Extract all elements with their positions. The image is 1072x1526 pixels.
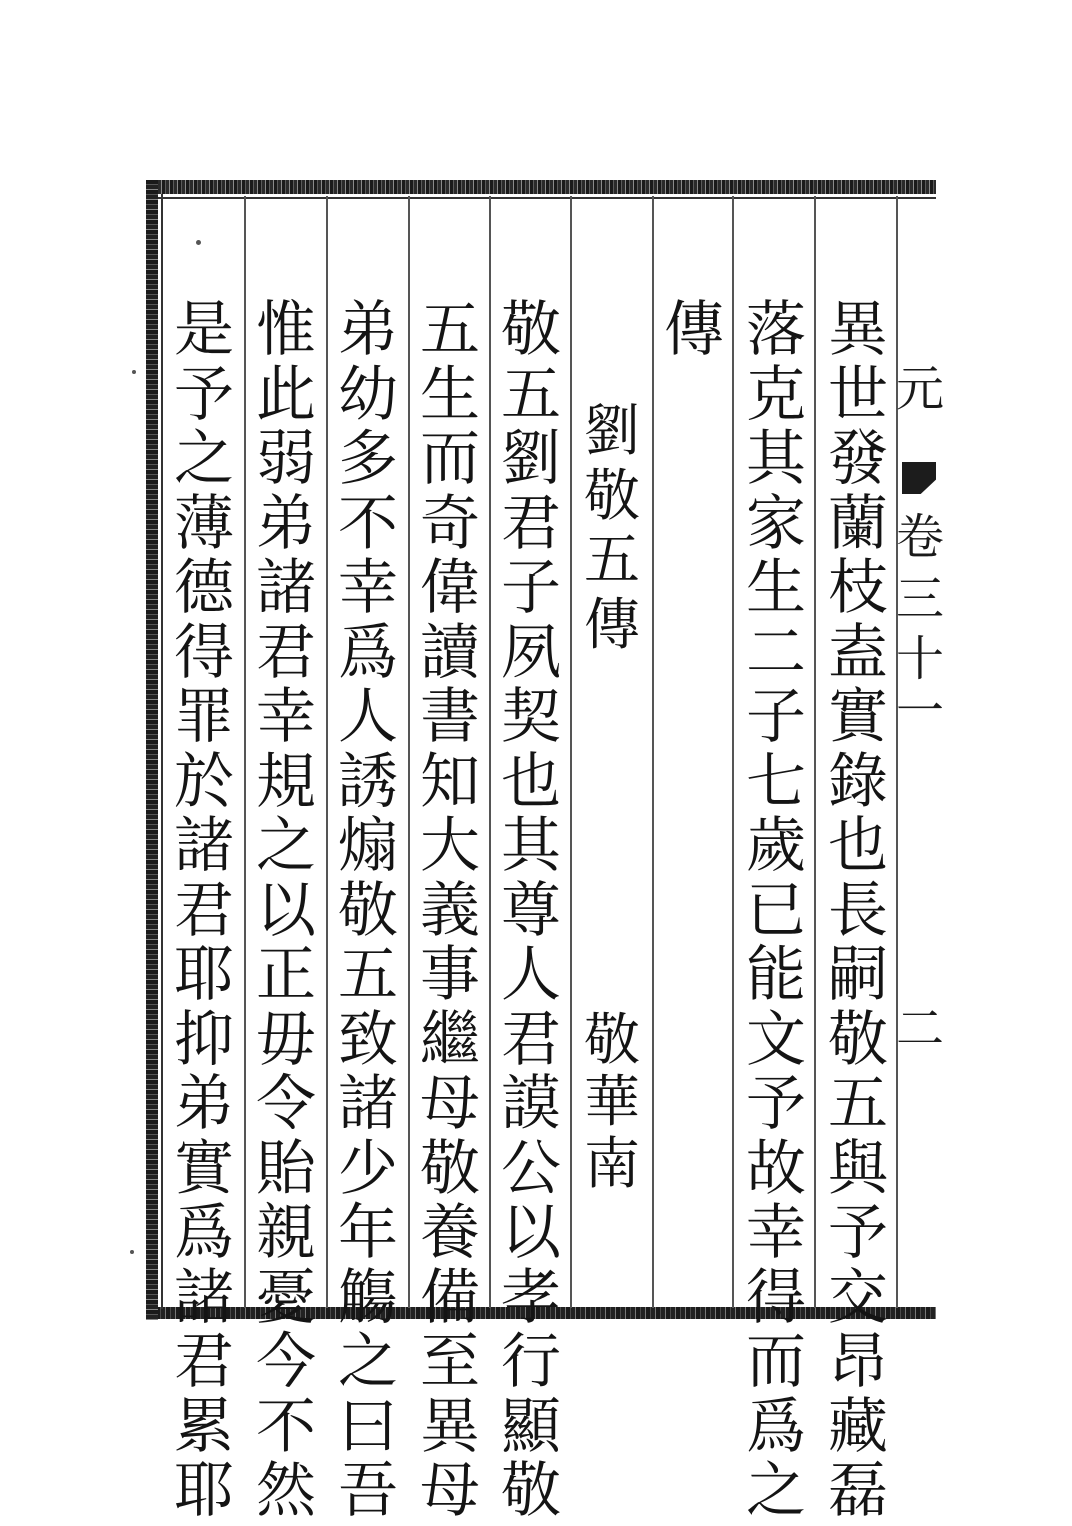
text-column-7: [328, 295, 408, 1526]
column-char: 薄: [174, 488, 234, 559]
column-char: 諸: [174, 1262, 234, 1333]
column-char: 敬: [584, 463, 640, 529]
column-char: 爲: [174, 1198, 234, 1268]
column-char: 毋: [256, 1004, 316, 1075]
column-divider: [732, 196, 734, 1308]
column-char: 落: [746, 295, 806, 365]
column-char: 偉: [420, 553, 480, 623]
column-char: 劉: [584, 399, 640, 464]
column-char: 多: [338, 424, 398, 494]
column-char: 予: [174, 359, 234, 430]
column-char: 二: [746, 617, 806, 688]
gutter-label-char: 三: [896, 571, 945, 627]
column-char: 錄: [828, 746, 888, 817]
column-char: 敬: [501, 295, 561, 365]
column-char: 君: [501, 1004, 561, 1075]
column-char: 生: [420, 359, 480, 430]
text-column-3: [654, 295, 734, 365]
column-char: 君: [256, 617, 316, 688]
column-char: 盍: [828, 617, 888, 688]
column-char: 尊: [501, 875, 561, 946]
column-char: 之: [174, 424, 234, 494]
column-char: 之: [338, 1327, 398, 1397]
column-char: 夙: [501, 617, 561, 688]
column-char: 繼: [420, 1004, 480, 1075]
column-char: 罪: [174, 682, 234, 752]
column-char: 異: [420, 1391, 480, 1462]
column-char: 敬: [828, 1004, 888, 1075]
column-char: 抑: [174, 1004, 234, 1075]
column-char: 大: [420, 811, 480, 881]
column-char: 磊: [828, 1456, 888, 1526]
column-char: 得: [174, 617, 234, 688]
column-char: 是: [174, 295, 234, 365]
column-char: 契: [501, 682, 561, 752]
column-char: 憂: [256, 1262, 316, 1333]
column-char: 世: [828, 359, 888, 430]
column-char: 謨: [501, 1069, 561, 1139]
column-char: 諸: [338, 1069, 398, 1139]
column-char: 子: [501, 553, 561, 623]
column-char: 弟: [256, 488, 316, 559]
column-char: 人: [501, 940, 561, 1010]
column-char: 子: [746, 682, 806, 752]
column-char: 實: [828, 682, 888, 752]
frame-top-border: [146, 180, 936, 194]
column-char: 予: [828, 1198, 888, 1268]
page-number: 二: [896, 1001, 945, 1057]
column-char: 予: [746, 1069, 806, 1139]
column-char: 於: [174, 746, 234, 817]
frame-top-inner-line: [146, 197, 936, 199]
column-char: 以: [256, 875, 316, 946]
column-char: 生: [746, 553, 806, 623]
column-char: 煽: [338, 811, 398, 881]
column-char: 弱: [256, 424, 316, 494]
column-char: 然: [256, 1456, 316, 1526]
column-char: 爲: [338, 617, 398, 688]
column-char: 長: [828, 875, 888, 946]
column-char: 母: [420, 1456, 480, 1526]
column-char: 枝: [828, 553, 888, 623]
column-char: 幸: [338, 553, 398, 623]
gutter-label-char: 一: [896, 683, 945, 739]
author-name: [572, 1010, 652, 1196]
ink-speck: [132, 370, 136, 374]
column-char: 實: [174, 1133, 234, 1204]
chapter-title: [572, 400, 652, 658]
column-char: 以: [501, 1198, 561, 1268]
text-column-1: [818, 295, 898, 1526]
column-char: 克: [746, 359, 806, 430]
column-char: 故: [746, 1133, 806, 1204]
column-char: 惟: [256, 295, 316, 365]
column-char: 爲: [746, 1391, 806, 1462]
column-char: 嗣: [828, 940, 888, 1010]
column-char: 累: [174, 1391, 234, 1462]
column-char: 能: [746, 940, 806, 1010]
column-char: 備: [420, 1262, 480, 1333]
column-char: 而: [420, 424, 480, 494]
column-char: 德: [174, 553, 234, 623]
column-char: 歲: [746, 811, 806, 881]
column-char: 幸: [256, 682, 316, 752]
column-char: 也: [828, 811, 888, 881]
column-char: 敬: [501, 1456, 561, 1526]
column-char: 五: [828, 1069, 888, 1139]
text-column-9: [164, 295, 244, 1526]
column-char: 傳: [664, 295, 724, 365]
frame-left-border: [146, 180, 158, 1320]
text-column-5: [491, 295, 571, 1526]
gutter-label-char: 十: [896, 631, 945, 687]
column-char: 不: [338, 488, 398, 559]
column-char: 弟: [174, 1069, 234, 1139]
column-char: 不: [256, 1391, 316, 1462]
column-char: 南: [584, 1132, 640, 1197]
column-char: 敬: [338, 875, 398, 946]
column-char: 少: [338, 1133, 398, 1204]
column-char: 至: [420, 1327, 480, 1397]
column-char: 五: [584, 528, 640, 593]
column-char: 七: [746, 746, 806, 817]
column-char: 讀: [420, 617, 480, 688]
column-char: 孝: [501, 1262, 561, 1333]
column-char: 君: [174, 1327, 234, 1397]
column-char: 藏: [828, 1391, 888, 1462]
column-char: 諸: [174, 811, 234, 881]
column-char: 五: [420, 295, 480, 365]
column-char: 而: [746, 1327, 806, 1397]
column-char: 也: [501, 746, 561, 817]
column-char: 與: [828, 1133, 888, 1204]
column-char: 之: [256, 811, 316, 881]
column-char: 蘭: [828, 488, 888, 559]
column-char: 諸: [256, 553, 316, 623]
column-char: 公: [501, 1133, 561, 1204]
ink-speck: [130, 1250, 134, 1254]
column-char: 君: [501, 488, 561, 559]
text-column-2: [736, 295, 816, 1526]
column-char: 五: [501, 359, 561, 430]
text-column-8: [246, 295, 326, 1526]
column-divider: [652, 196, 654, 1308]
column-char: 異: [828, 295, 888, 365]
column-char: 規: [256, 746, 316, 817]
gutter-top-char: 元: [896, 361, 945, 417]
column-char: 家: [746, 488, 806, 559]
column-char: 令: [256, 1069, 316, 1139]
column-char: 得: [746, 1262, 806, 1333]
column-char: 幼: [338, 359, 398, 430]
column-char: 正: [256, 940, 316, 1010]
column-char: 人: [338, 682, 398, 752]
column-char: 吾: [338, 1456, 398, 1526]
column-char: 親: [256, 1198, 316, 1268]
column-char: 誘: [338, 746, 398, 817]
column-char: 傳: [584, 592, 640, 658]
column-char: 已: [746, 875, 806, 946]
column-char: 弟: [338, 295, 398, 365]
column-char: 事: [420, 940, 480, 1010]
column-char: 知: [420, 746, 480, 817]
gutter-label-char: 卷: [896, 509, 945, 565]
column-char: 年: [338, 1198, 398, 1268]
column-char: 敬: [584, 1008, 640, 1073]
column-char: 幸: [746, 1198, 806, 1268]
column-char: 昂: [828, 1327, 888, 1397]
ink-speck: [196, 240, 201, 245]
column-char: 耶: [174, 940, 234, 1010]
column-char: 今: [256, 1327, 316, 1397]
column-char: 此: [256, 359, 316, 430]
column-char: 貽: [256, 1133, 316, 1204]
column-char: 母: [420, 1069, 480, 1139]
column-char: 奇: [420, 488, 480, 559]
column-char: 行: [501, 1327, 561, 1397]
text-column-6: [410, 295, 490, 1526]
column-char: 書: [420, 682, 480, 752]
column-char: 華: [584, 1070, 640, 1135]
column-char: 其: [501, 811, 561, 881]
column-char: 義: [420, 875, 480, 946]
column-char: 養: [420, 1198, 480, 1268]
column-char: 曰: [338, 1391, 398, 1462]
column-char: 致: [338, 1004, 398, 1075]
column-char: 劉: [501, 424, 561, 494]
column-char: 五: [338, 940, 398, 1010]
column-char: 其: [746, 424, 806, 494]
column-char: 觴: [338, 1262, 398, 1333]
fishtail-mark: [902, 462, 936, 494]
column-char: 發: [828, 424, 888, 494]
column-char: 耶: [174, 1456, 234, 1526]
column-char: 顯: [501, 1391, 561, 1462]
column-char: 君: [174, 875, 234, 946]
column-char: 交: [828, 1262, 888, 1333]
column-char: 之: [746, 1456, 806, 1526]
column-char: 敬: [420, 1133, 480, 1204]
frame-left-inner-line: [161, 194, 163, 1309]
column-char: 文: [746, 1004, 806, 1075]
